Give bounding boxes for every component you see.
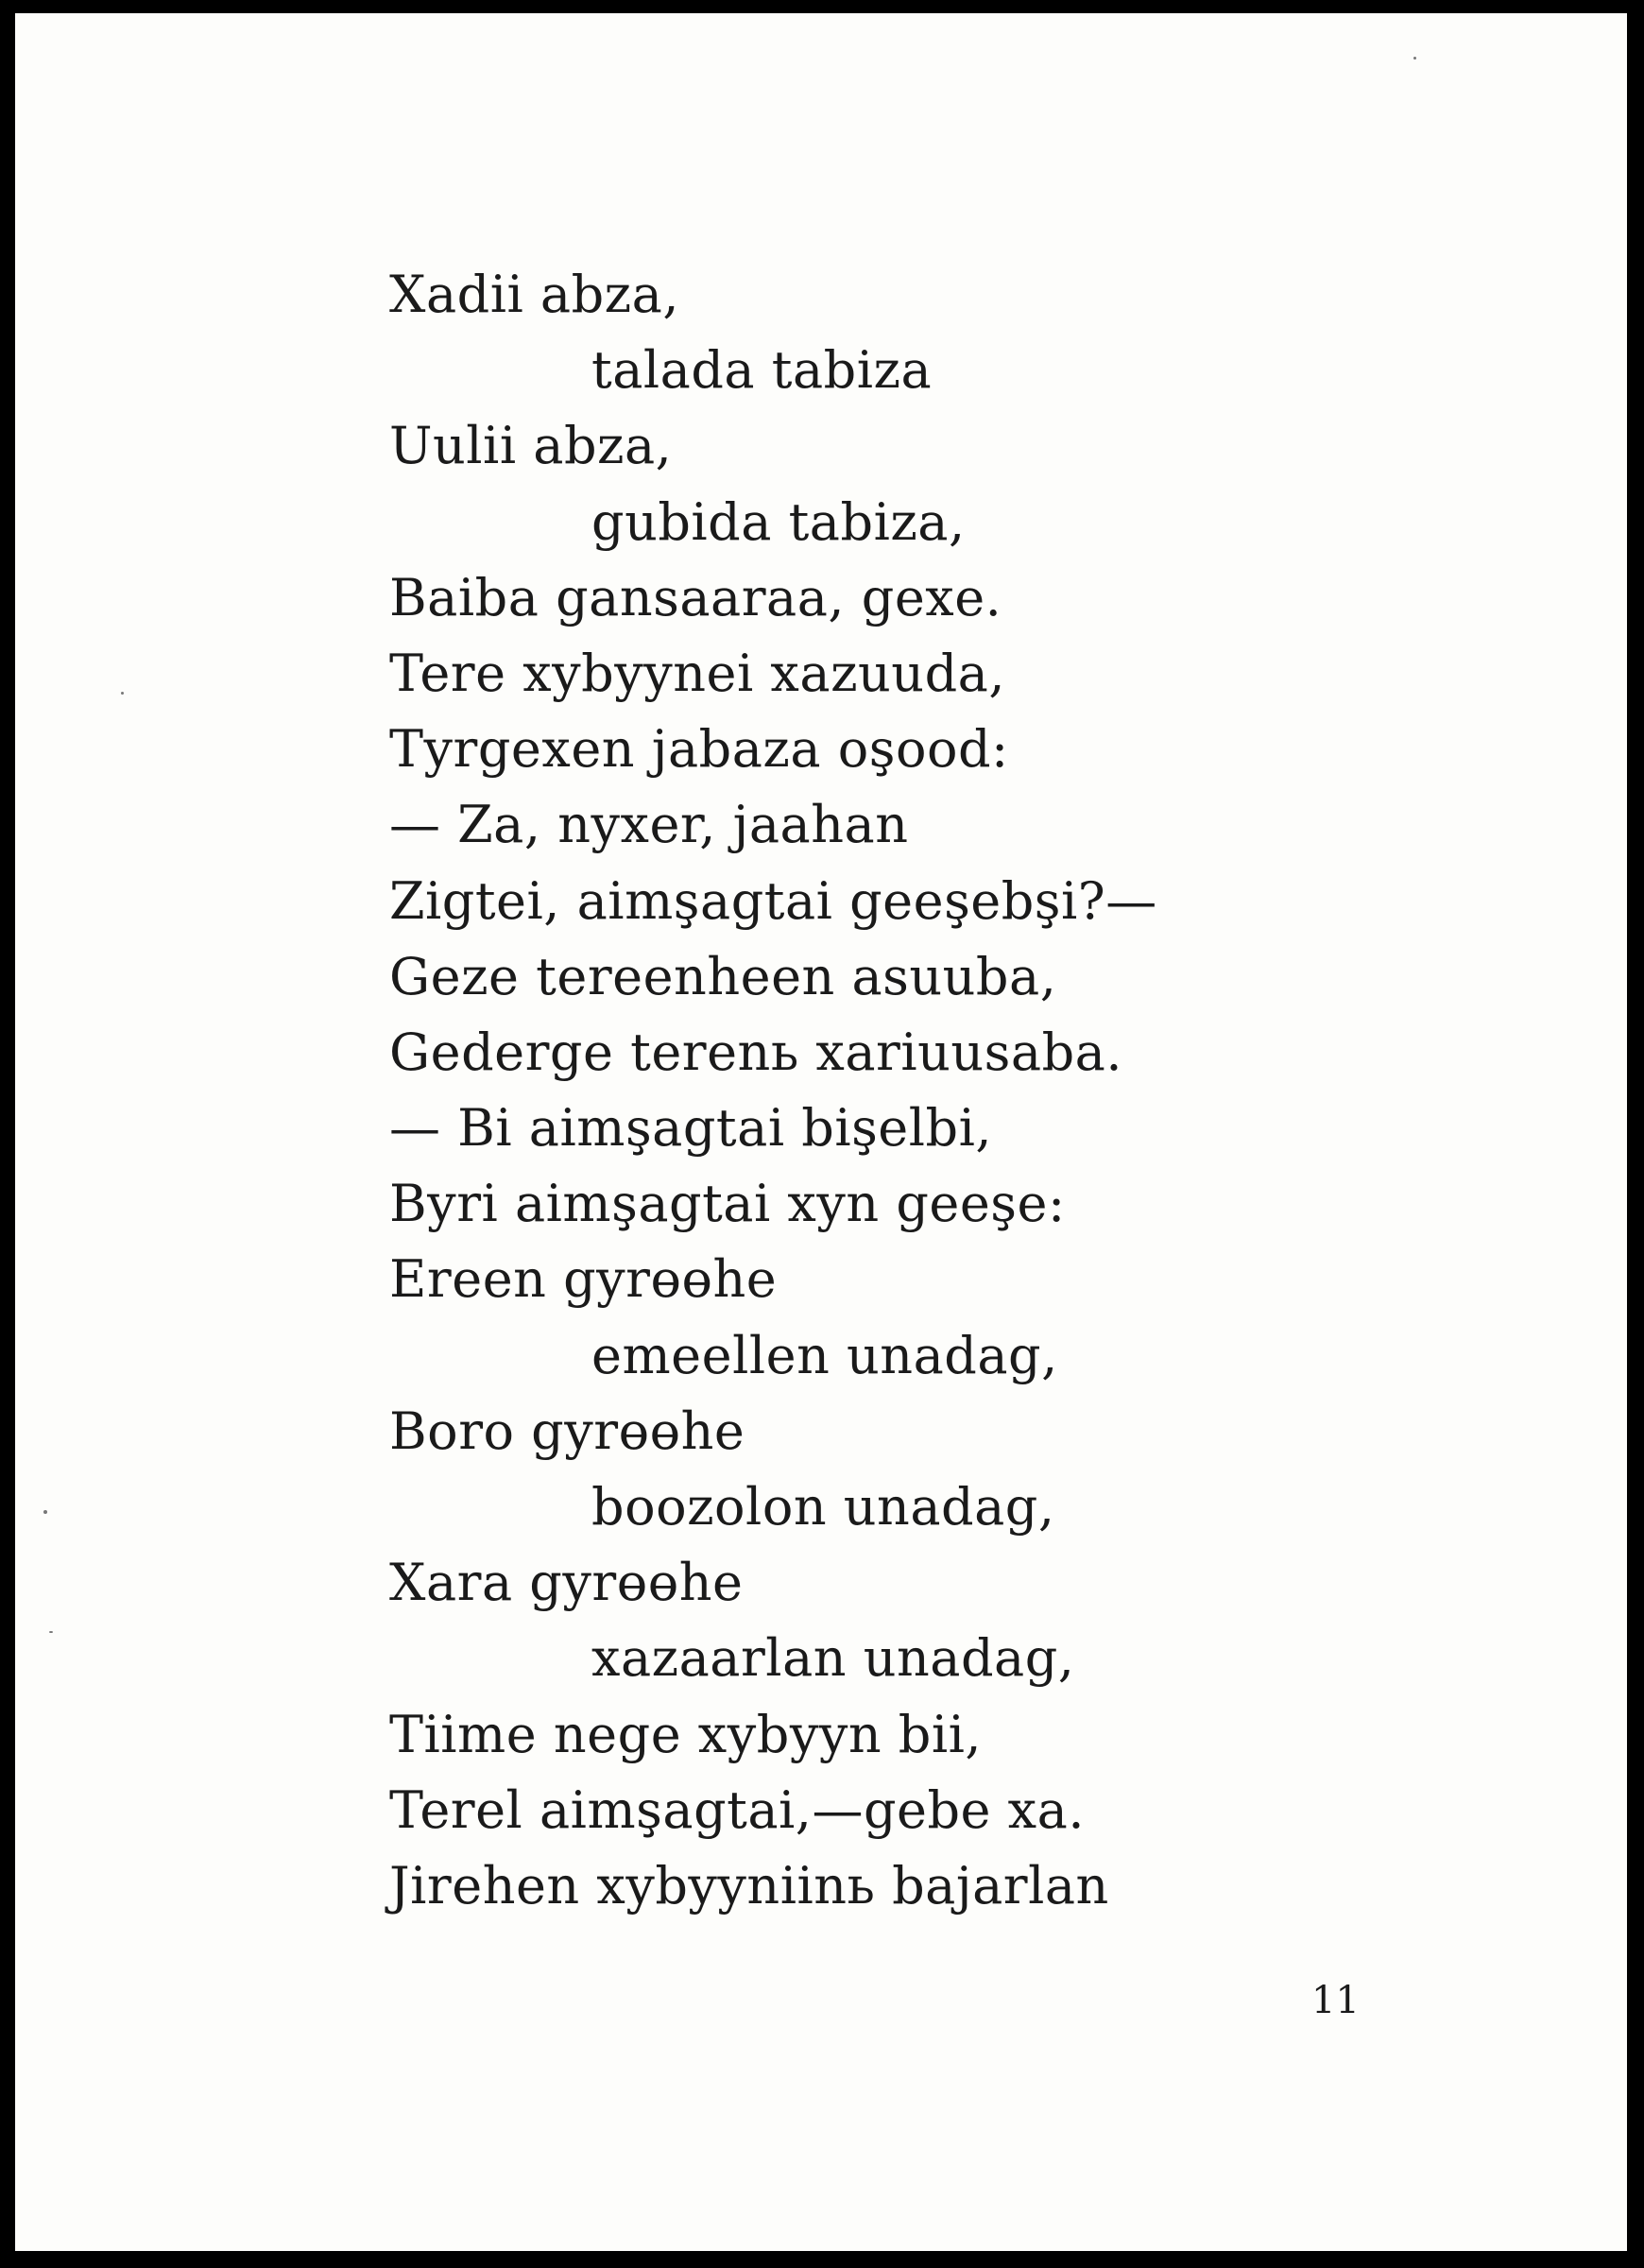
poem-line: Gederge terenь xariuusaba. bbox=[389, 1022, 1123, 1082]
poem-line: Geze tereenheen asuuba, bbox=[389, 946, 1057, 1006]
poem-line: Boro gyrөөhe bbox=[389, 1400, 745, 1461]
poem-line: gubida tabiza, bbox=[591, 491, 966, 552]
poem-line: — Bi aimşagtai bişelbi, bbox=[389, 1098, 993, 1159]
poem-line: Xadii abza, bbox=[389, 265, 679, 324]
poem-line: Jirehen xybyyniinь bajarlan bbox=[389, 1855, 1109, 1916]
poem-line: boozolon unadag, bbox=[591, 1477, 1055, 1537]
scan-speck bbox=[121, 692, 124, 695]
poem-line: Xara gyrөөhe bbox=[389, 1553, 744, 1613]
poem-line: Ereen gyrөөhe bbox=[389, 1249, 778, 1310]
scan-speck bbox=[49, 1631, 53, 1633]
poem-line: Zigtei, aimşagtai geeşebşi?— bbox=[389, 870, 1157, 931]
poem-line: Uulii abza, bbox=[389, 416, 673, 476]
poem-line: Tyrgexen jabaza oşood: bbox=[389, 719, 1009, 780]
page-number: 11 bbox=[1311, 1979, 1360, 2022]
scan-speck bbox=[1413, 57, 1416, 60]
poem-line: Terel aimşagtai,—gebe xa. bbox=[389, 1779, 1085, 1840]
poem-text bbox=[389, 257, 1157, 1924]
poem-line: — Za, nyxer, jaahan bbox=[389, 795, 909, 855]
poem-line: Baiba gansaaraa, gexe. bbox=[389, 567, 1002, 627]
poem-line: Tere xybyynei xazuuda, bbox=[389, 643, 1006, 703]
poem-line: Tiime nege xybyyn bii, bbox=[389, 1704, 983, 1764]
scan-speck bbox=[43, 1510, 47, 1514]
poem-line: Byri aimşagtai xyn geeşe: bbox=[389, 1174, 1066, 1234]
poem-line: emeellen unadag, bbox=[591, 1325, 1058, 1385]
page-sheet bbox=[15, 13, 1627, 2251]
poem-line: xazaarlan unadag, bbox=[591, 1628, 1075, 1689]
poem-line: talada tabiza bbox=[591, 340, 933, 401]
